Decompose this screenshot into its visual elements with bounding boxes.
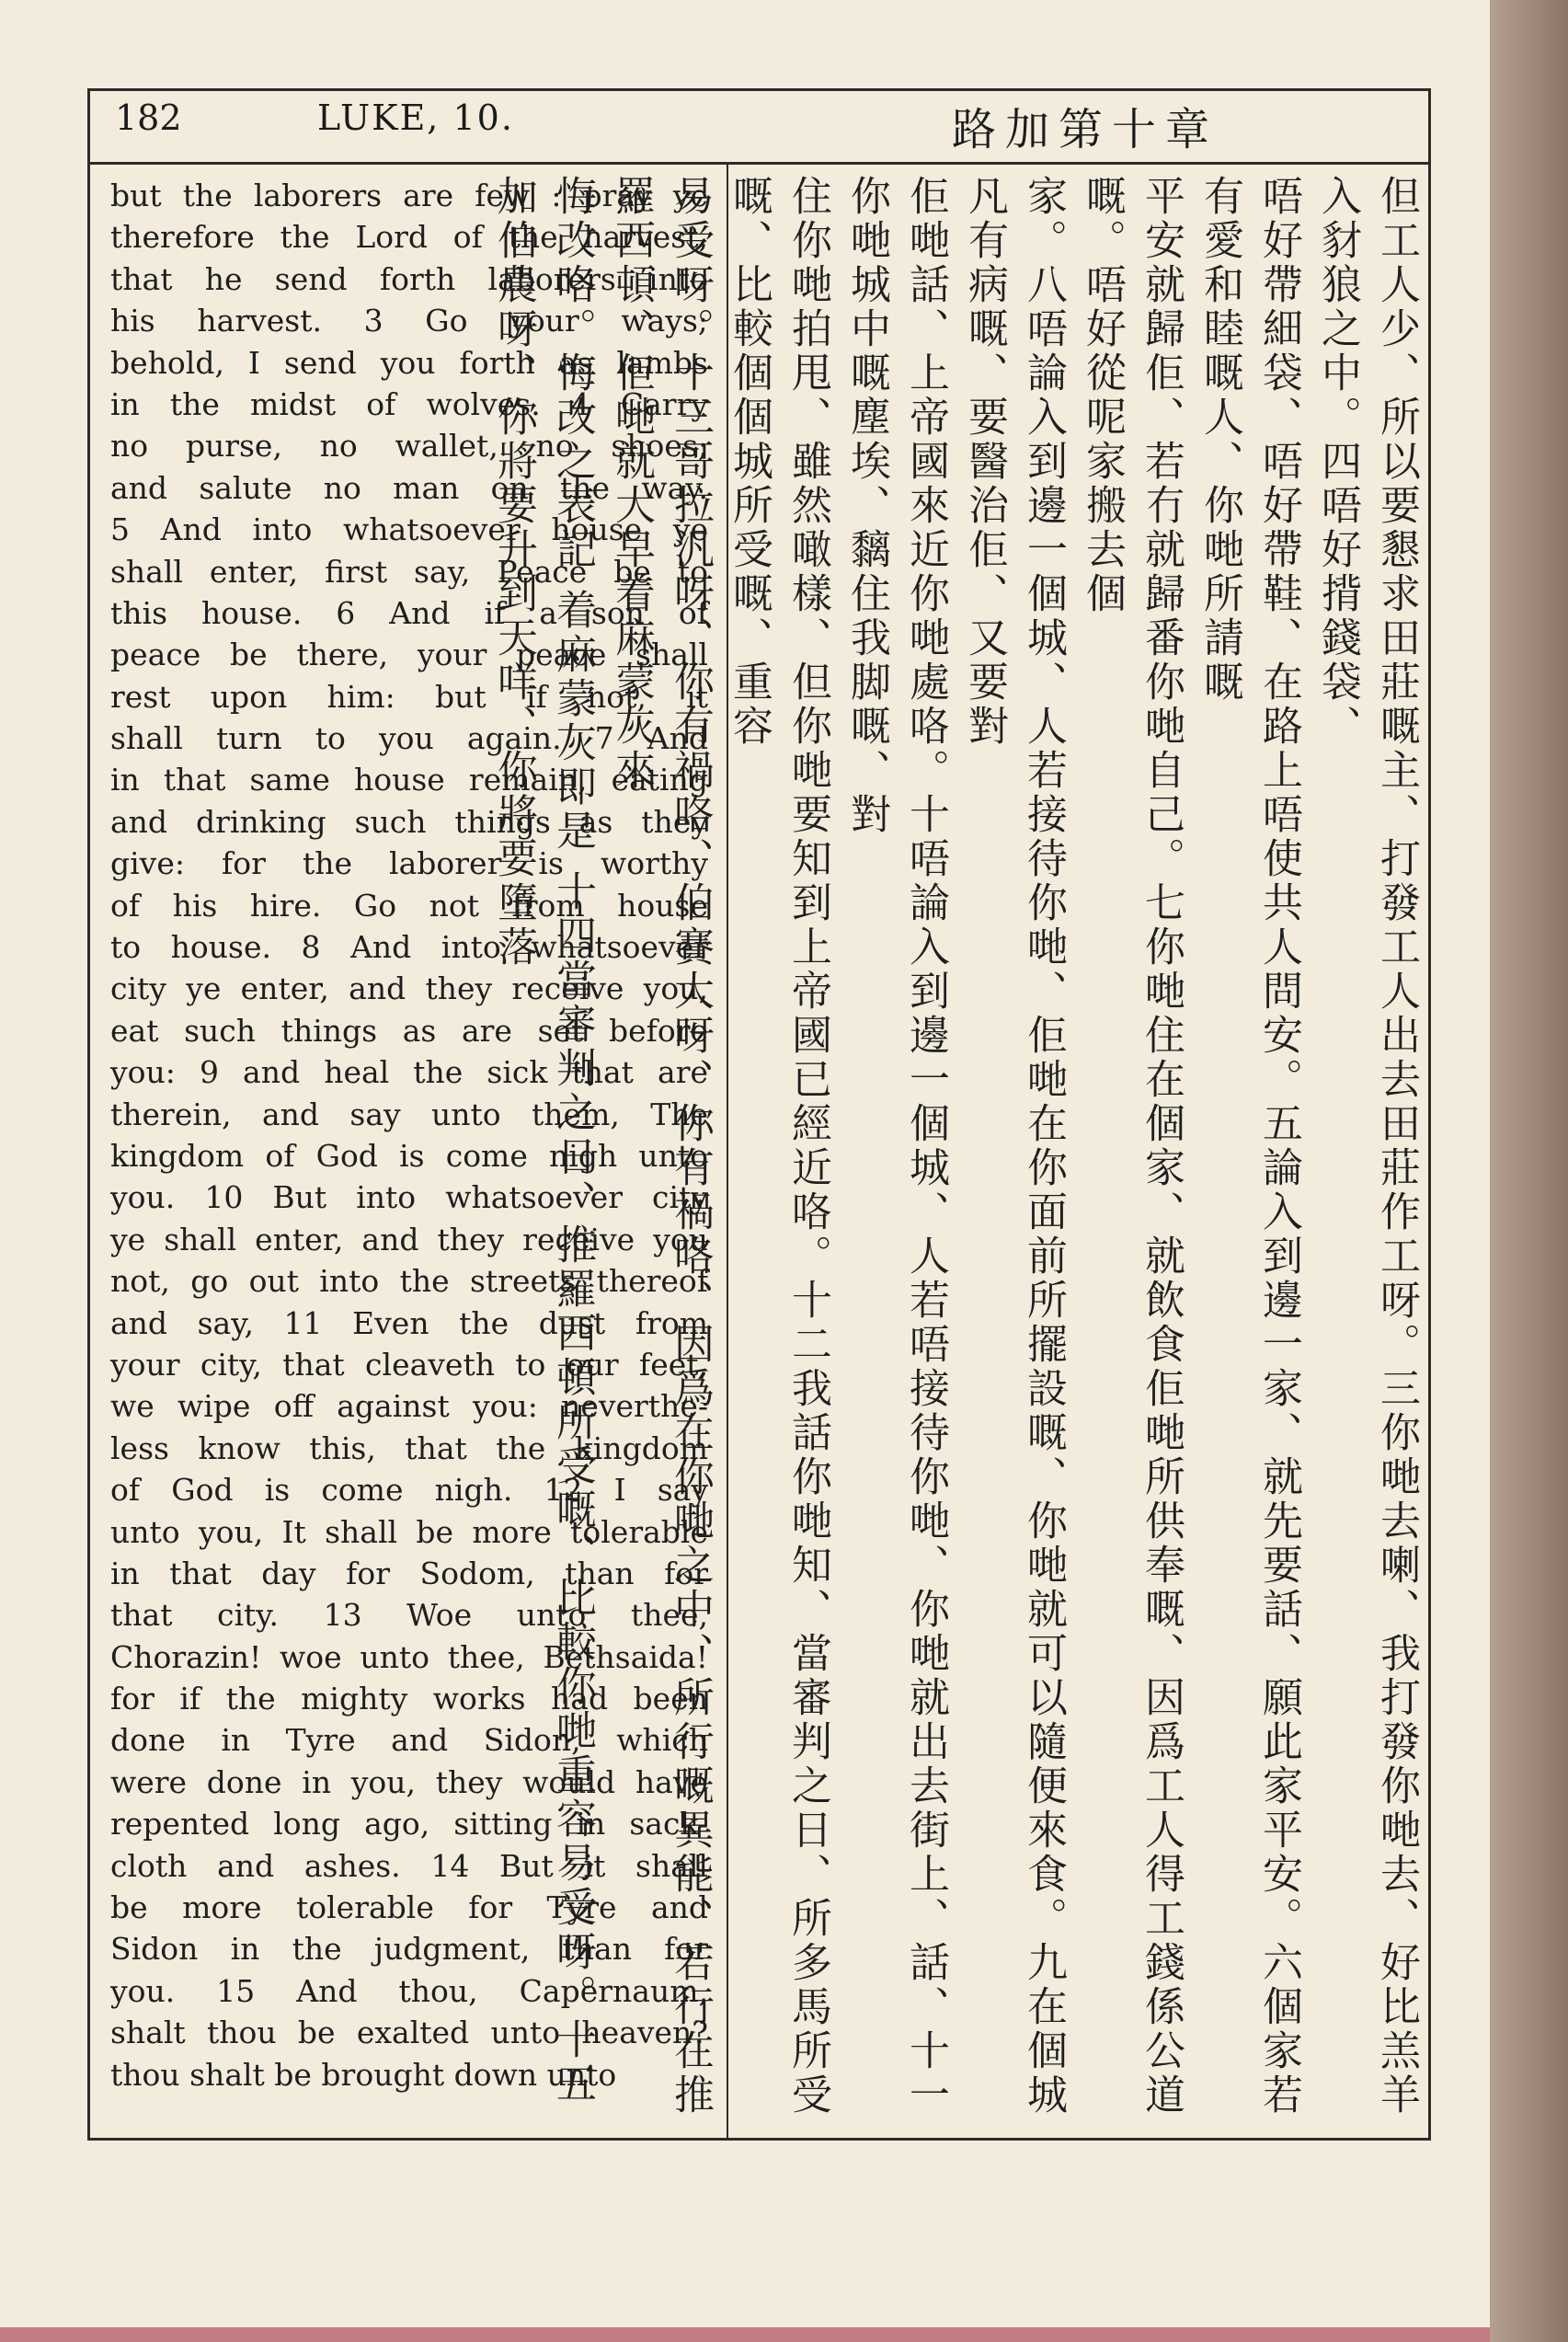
english-line: to house. 8 And into whatsoever xyxy=(110,929,708,966)
english-line: give: for the laborer is worthy xyxy=(110,845,708,882)
english-line: behold, I send you forth as lambs xyxy=(110,344,708,381)
english-line: for if the mighty works had been xyxy=(110,1681,708,1717)
english-line: done in Tyre and Sidon, which xyxy=(110,1722,708,1759)
chinese-text-column xyxy=(490,175,1425,2125)
english-line: ye shall enter, and they receive you xyxy=(110,1221,708,1257)
english-line: peace be there, your peace shall xyxy=(110,637,708,673)
english-line: shall turn to you again. 7 And xyxy=(110,720,708,757)
english-line: eat such things as are set before xyxy=(110,1012,708,1049)
english-line: Chorazin! woe unto thee, Bethsaida! xyxy=(110,1638,708,1675)
english-line: were done in you, they would have xyxy=(110,1763,708,1800)
english-line: Sidon in the judgment, than for xyxy=(110,1931,708,1968)
english-line: of his hire. Go not from house xyxy=(110,887,708,924)
english-line: less know this, that the kingdom xyxy=(110,1429,708,1466)
chinese-column-line: 住你哋拍甩、雖然噉樣、但你哋要知到上帝國已經近咯。十二我話你哋知、當審判之日、所多馬所受嘅、比較個個城所受嘅、重容 xyxy=(726,175,831,2118)
english-line: in that day for Sodom, than for xyxy=(110,1555,708,1591)
english-line: your city, that cleaveth to our feet, xyxy=(110,1346,708,1383)
english-line: in the midst of wolves. 4 Carry xyxy=(110,385,708,422)
chinese-column-line: 唔好帶細袋、唔好帶鞋、在路上唔使共人問安。五論入到邊一家、就先要話、願此家平安。六個家若有愛和睦嘅人、你哋所請嘅 xyxy=(1196,175,1302,2118)
english-line: city ye enter, and they receive you, xyxy=(110,970,708,1007)
english-line: shalt thou be exalted unto heaven? xyxy=(110,2015,708,2051)
chinese-column-line: 佢哋話、上帝國來近你哋處咯。十唔論入到邊一個城、人若唔接待你哋、你哋就出去街上、話、十一你哋城中嘅塵埃、黐住我脚嘅、對 xyxy=(843,175,949,2118)
english-line: we wipe off against you: neverthe- xyxy=(110,1388,708,1425)
page-bottom-edge xyxy=(0,2327,1490,2342)
english-line: thou shalt be brought down unto xyxy=(110,2056,617,2093)
english-line: but the laborers are few : pray ye xyxy=(110,178,708,213)
english-line: therefore the Lord of the harvest, xyxy=(110,219,708,256)
english-line: unto you, It shall be more tolerable xyxy=(110,1513,708,1550)
english-line: cloth and ashes. 14 But it shall xyxy=(110,1847,708,1884)
chinese-column-line: 易受呀。十三哥拉汎呀、你有禍咯、伯賽大呀、你有禍咯、因爲在你哋之中、所行嘅異能、若行在推羅西頓、佢哋就大早着麻蒙灰來 xyxy=(608,175,714,2118)
english-line: you. 15 And thou, Capernaum, xyxy=(110,1972,708,2009)
english-line: his harvest. 3 Go your ways; xyxy=(110,303,708,339)
english-line: not, go out into the streets thereof xyxy=(110,1263,708,1300)
chinese-column-line: 家。八唔論入到邊一個城、人若接待你哋、佢哋在你面前所擺設嘅、你哋就可以隨便來食。九在個城凡有病嘅、要醫治佢、又要對 xyxy=(961,175,1067,2118)
english-line: that he send forth laborers into xyxy=(110,260,708,297)
english-line: of God is come nigh. 12 I say xyxy=(110,1472,708,1509)
english-line: no purse, no wallet, no shoes; xyxy=(110,428,708,465)
english-line: and drinking such things as they xyxy=(110,803,708,840)
chinese-column-line: 但工人少、所以要懇求田莊嘅主、打發工人出去田莊作工呀。三你哋去喇、我打發你哋去、好比羔羊入豺狼之中。四唔好揹錢袋、 xyxy=(1314,175,1420,2118)
chinese-running-title: 路加第十章 xyxy=(952,104,1219,155)
header-rule xyxy=(87,162,1431,165)
english-line: in that same house remain, eating xyxy=(110,762,708,798)
running-title: LUKE, 10. xyxy=(317,98,514,138)
english-line: 5 And into whatsoever house ye xyxy=(110,511,708,548)
page-number: 182 xyxy=(115,98,182,138)
english-line: rest upon him: but if not, it xyxy=(110,678,708,715)
book-spine xyxy=(1490,0,1568,2342)
english-line: be more tolerable for Tyre and xyxy=(110,1889,708,1926)
english-line: therein, and say unto them, The xyxy=(110,1096,708,1132)
english-line: you: 9 and heal the sick that are xyxy=(110,1054,708,1091)
english-line: repented long ago, sitting in sack- xyxy=(110,1806,708,1843)
chinese-column-line: 悔改咯。悔改之表記 着麻蒙灰即是 十四當審判之日、推羅西頓所受嘅、比較你哋重容易受呀。十五加伯農呀、你將要升到天咩、你將要墮落 xyxy=(490,175,596,2107)
english-line: shall enter, first say, Peace be to xyxy=(110,553,708,590)
english-line: and say, 11 Even the dust from xyxy=(110,1304,708,1341)
english-line: kingdom of God is come nigh unto xyxy=(110,1137,708,1174)
english-line: this house. 6 And if a son of xyxy=(110,594,708,631)
chinese-column-line: 平安就歸佢、若冇就歸番你哋自己。七你哋住在個家、就飲食佢哋所供奉嘅、因爲工人得工錢係公道嘅。唔好從呢家搬去個 xyxy=(1079,175,1185,2118)
english-line: that city. 13 Woe unto thee, xyxy=(110,1597,708,1634)
english-line: and salute no man on the way. xyxy=(110,469,708,506)
english-line: you. 10 But into whatsoever city xyxy=(110,1179,708,1216)
